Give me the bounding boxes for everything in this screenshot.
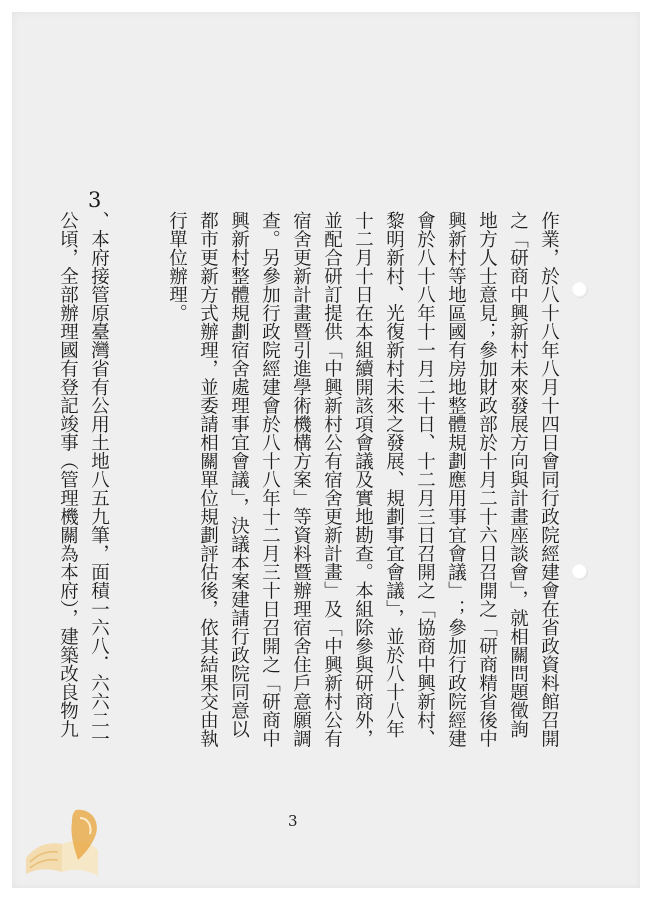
punch-hole-bottom [572,564,588,580]
text-column-1: 作業，於八十八年八月十四日會同行政院經建會在省政資料館召開 [538,211,560,748]
text-column-14: 、本府接管原臺灣省有公用土地八五九筆，面積一六八．六六二一 [88,211,110,748]
text-column-12: 都市更新方式辦理，並委請相關單位規劃評估後，依其結果交由執 [197,211,219,748]
text-column-3: 地方人士意見；參加財政部於十月二十六日召開之「研商精省後中 [476,211,498,748]
text-column-13: 行單位辦理。 [166,211,188,322]
page-number: 3 [288,812,298,830]
text-column-4: 興新村等地區國有房地整體規劃應用事宜會議」；參加行政院經建 [445,211,467,748]
text-column-9: 宿舍更新計畫暨引進學術機構方案」等資料暨辦理宿舍住戶意願調 [290,211,312,748]
text-column-10: 查。另參加行政院經建會於八十八年十二月三十日召開之「研商中 [259,211,281,748]
punch-hole-top [572,282,588,298]
item-number: 3 [88,188,102,212]
text-column-2: 之「研商中興新村未來發展方向與計畫座談會」，就相關問題徵詢 [507,211,529,739]
text-column-15: 公頃，全部辦理國有登記竣事（管理機關為本府），建築改良物九 [57,211,79,739]
text-column-11: 興新村整體規劃宿舍處理事宜會議」，決議本案建請行政院同意以 [228,211,250,739]
text-column-8: 並配合研訂提供「中興新村公有宿舍更新計畫」及「中興新村公有 [321,211,343,748]
text-column-6: 黎明新村、光復新村未來之發展、規劃事宜會議」，並於八十八年 [383,211,405,739]
text-column-7: 十二月十日在本組續開該項會議及實地勘查。本組除參與研商外， [352,211,374,748]
taiwan-book-logo-icon [18,800,118,880]
text-column-5: 會於八十八年十一月二十日、十二月三日召開之「協商中興新村、 [414,211,436,748]
